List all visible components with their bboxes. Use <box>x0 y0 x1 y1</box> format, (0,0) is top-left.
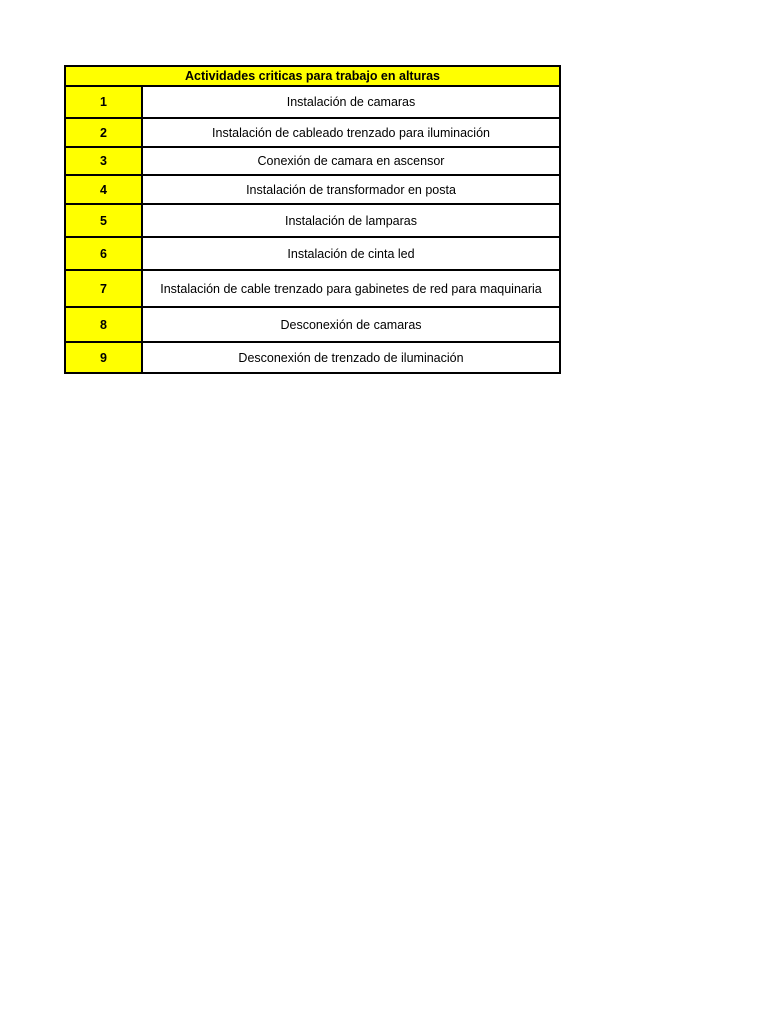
activity-description-cell[interactable]: Instalación de cable trenzado para gabinetes de red para maquinaria <box>142 270 560 307</box>
activity-number-cell[interactable]: 4 <box>65 175 142 204</box>
activity-description-cell[interactable]: Instalación de cinta led <box>142 237 560 270</box>
table-row <box>65 118 560 147</box>
table-row <box>65 270 560 307</box>
table-title[interactable]: Actividades criticas para trabajo en alturas <box>65 66 560 86</box>
activity-number-cell[interactable]: 7 <box>65 270 142 307</box>
activity-description-cell[interactable]: Desconexión de trenzado de iluminación <box>142 342 560 373</box>
table-row <box>65 86 560 118</box>
table-row <box>65 147 560 175</box>
activity-description-cell[interactable]: Instalación de transformador en posta <box>142 175 560 204</box>
activity-description-cell[interactable]: Desconexión de camaras <box>142 307 560 342</box>
activity-number-cell[interactable]: 5 <box>65 204 142 237</box>
critical-activities-table <box>64 65 561 374</box>
activity-number-cell[interactable]: 2 <box>65 118 142 147</box>
activity-number-cell[interactable]: 6 <box>65 237 142 270</box>
activity-description-cell[interactable]: Conexión de camara en ascensor <box>142 147 560 175</box>
activity-number-cell[interactable]: 9 <box>65 342 142 373</box>
activity-description-cell[interactable]: Instalación de camaras <box>142 86 560 118</box>
table-title-row <box>65 66 560 86</box>
spreadsheet-page <box>64 65 559 374</box>
table-row <box>65 307 560 342</box>
activity-number-cell[interactable]: 1 <box>65 86 142 118</box>
activity-number-cell[interactable]: 3 <box>65 147 142 175</box>
table-row <box>65 204 560 237</box>
activity-description-cell[interactable]: Instalación de cableado trenzado para iluminación <box>142 118 560 147</box>
table-row <box>65 175 560 204</box>
table-row <box>65 342 560 373</box>
activity-description-cell[interactable]: Instalación de lamparas <box>142 204 560 237</box>
activity-number-cell[interactable]: 8 <box>65 307 142 342</box>
table-row <box>65 237 560 270</box>
